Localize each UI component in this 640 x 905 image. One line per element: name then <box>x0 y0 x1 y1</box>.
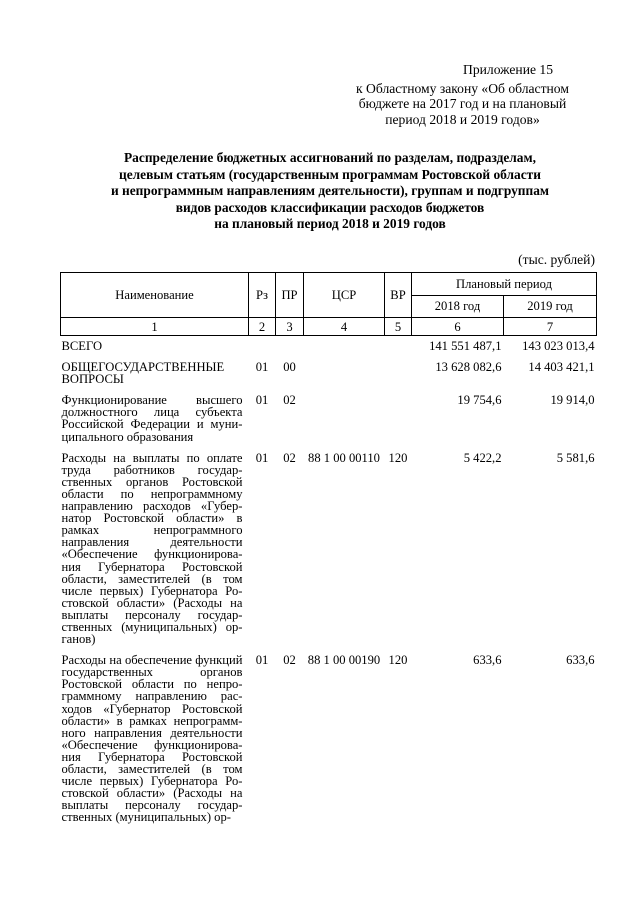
table-row <box>61 394 597 451</box>
row-csr <box>304 340 385 361</box>
row-name: Расходы на выплаты по оплате труда работников государственных органов Ростовской области по непрограммному направлению расходов «Губернатор Ростовской области» в рамках непрограммного направления деятельности «Обеспечение функционирования Губернатора Ростовской области, заместителей (в том числе первых) Губернатора Ростовской области» (Расходы на выплаты персоналу государственных (муниципальных) органов) <box>61 450 243 647</box>
column-number: 1 <box>61 318 249 336</box>
row-value-2019: 143 023 013,4 <box>522 339 595 353</box>
appendix-law-line: бюджете на 2017 год и на плановый <box>358 96 567 111</box>
appendix-header <box>330 62 595 127</box>
row-vr <box>385 394 412 451</box>
header-year-2018: 2018 год <box>412 295 504 318</box>
row-rz: 01 <box>255 393 269 408</box>
row-rz: 01 <box>255 360 269 375</box>
title-line: целевым статьям (государственным программам Ростовской области <box>119 166 541 182</box>
row-pr: 02 <box>283 653 296 668</box>
header-vr: ВР <box>385 273 412 318</box>
row-pr <box>276 340 304 361</box>
column-number: 4 <box>304 318 385 336</box>
appendix-law-reference <box>330 81 595 128</box>
row-value-2018: 141 551 487,1 <box>429 339 502 353</box>
column-number: 7 <box>504 318 597 336</box>
appendix-law-line: к Областному закону «Об областном <box>356 80 569 96</box>
document-title <box>60 150 600 233</box>
title-line: видов расходов классификации расходов бюджетов <box>175 199 485 215</box>
budget-table <box>60 272 597 832</box>
row-pr: 02 <box>283 393 296 408</box>
row-value-2018: 19 754,6 <box>457 393 502 408</box>
row-rz <box>249 340 276 361</box>
row-name: ВСЕГО <box>61 339 103 353</box>
row-value-2019: 5 581,6 <box>556 450 595 465</box>
row-value-2018: 5 422,2 <box>463 450 502 465</box>
row-value-2019: 19 914,0 <box>550 393 595 408</box>
table-row <box>61 654 597 832</box>
table-row <box>61 340 597 361</box>
header-name: Наименование <box>61 273 249 318</box>
row-csr <box>304 361 385 394</box>
header-year-2019: 2019 год <box>504 295 597 318</box>
row-vr: 120 <box>388 653 408 668</box>
row-vr <box>385 340 412 361</box>
table-row <box>61 452 597 655</box>
row-pr: 02 <box>283 450 296 465</box>
column-number: 3 <box>276 318 304 336</box>
row-csr: 88 1 00 00110 <box>308 450 380 465</box>
row-vr <box>385 361 412 394</box>
row-pr: 00 <box>283 360 296 375</box>
title-line: Распределение бюджетных ассигнований по разделам, подразделам, <box>124 150 536 165</box>
row-rz: 01 <box>255 450 269 465</box>
title-line: и непрограммным направлениям деятельности), группам и подгруппам <box>110 183 550 199</box>
row-rz: 01 <box>255 653 269 668</box>
row-value-2019: 633,6 <box>566 653 595 668</box>
appendix-number: Приложение 15 <box>463 62 553 77</box>
header-pr: ПР <box>276 273 304 318</box>
appendix-law-line: период 2018 и 2019 годов» <box>385 111 540 127</box>
row-vr: 120 <box>388 450 408 465</box>
title-line: на плановый период 2018 и 2019 годов <box>214 216 446 232</box>
column-number: 5 <box>385 318 412 336</box>
column-number-row <box>61 318 597 336</box>
table-row <box>61 361 597 394</box>
row-csr <box>304 394 385 451</box>
header-csr: ЦСР <box>304 273 385 318</box>
header-rz: Рз <box>249 273 276 318</box>
row-name: Расходы на обеспечение функций государственных органов Ростовской области по непрограммному направлению расходов «Губернатор Ростовской области» в рамках непрограммного направления деятельности «Обеспечение функционирования Губернатора Ростовской области, заместителей (в том числе первых) Губернатора Ростовской области» (Расходы на выплаты персоналу государственных (муниципальных) ор- <box>61 653 243 825</box>
row-csr: 88 1 00 00190 <box>307 653 381 668</box>
column-number: 2 <box>249 318 276 336</box>
column-number: 6 <box>412 318 504 336</box>
units-label: (тыс. рублей) <box>518 252 595 267</box>
header-planned-period: Плановый период <box>412 273 597 296</box>
row-value-2018: 633,6 <box>473 653 502 668</box>
row-value-2019: 14 403 421,1 <box>528 360 595 375</box>
row-value-2018: 13 628 082,6 <box>435 360 502 375</box>
row-name: ОБЩЕГОСУДАРСТВЕННЫЕ ВОПРОСЫ <box>61 360 225 387</box>
row-name: Функционирование высшего должностного лица субъекта Российской Федерации и муниципального образования <box>61 393 243 444</box>
